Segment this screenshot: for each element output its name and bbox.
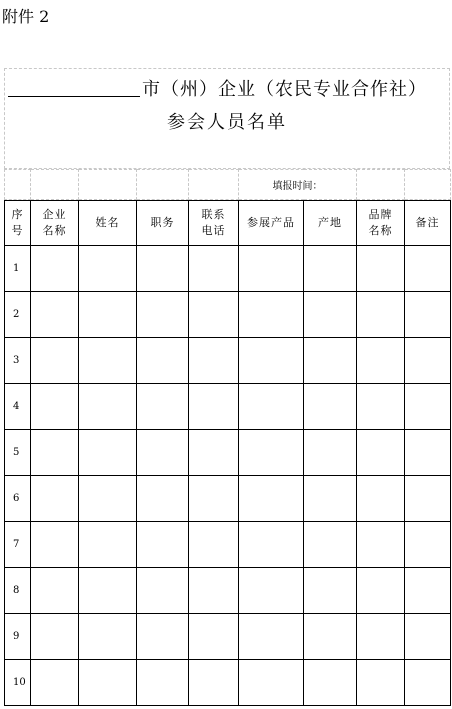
entry-cell[interactable]	[304, 430, 357, 476]
table-row	[5, 430, 451, 476]
attachment-label: 附件 2	[2, 7, 50, 26]
entry-cell[interactable]	[357, 568, 405, 614]
row-number: 9	[5, 614, 31, 660]
entry-cell[interactable]	[405, 660, 451, 706]
entry-cell[interactable]	[239, 476, 304, 522]
entry-cell[interactable]	[405, 430, 451, 476]
entry-cell[interactable]	[189, 660, 239, 706]
entry-cell[interactable]	[304, 660, 357, 706]
fill-cell	[405, 170, 451, 200]
table-row	[5, 614, 451, 660]
entry-cell[interactable]	[189, 292, 239, 338]
entry-cell[interactable]	[137, 522, 189, 568]
header-position: 职务	[137, 201, 189, 246]
table-row	[5, 476, 451, 522]
entry-cell[interactable]	[304, 246, 357, 292]
entry-cell[interactable]	[137, 660, 189, 706]
entry-cell[interactable]	[357, 292, 405, 338]
entry-cell[interactable]	[31, 522, 79, 568]
entry-cell[interactable]	[239, 430, 304, 476]
table-row	[5, 338, 451, 384]
row-number: 7	[5, 522, 31, 568]
row-number: 10	[5, 660, 31, 706]
entry-cell[interactable]	[137, 614, 189, 660]
entry-cell[interactable]	[239, 660, 304, 706]
entry-cell[interactable]	[31, 614, 79, 660]
entry-cell[interactable]	[357, 476, 405, 522]
entry-cell[interactable]	[79, 522, 137, 568]
entry-cell[interactable]	[31, 292, 79, 338]
table-row	[5, 660, 451, 706]
entry-cell[interactable]	[405, 338, 451, 384]
entry-cell[interactable]	[79, 384, 137, 430]
entry-cell[interactable]	[189, 614, 239, 660]
header-company: 企业 名称	[31, 201, 79, 246]
entry-cell[interactable]	[405, 614, 451, 660]
entry-cell[interactable]	[137, 384, 189, 430]
entry-cell[interactable]	[304, 522, 357, 568]
entry-cell[interactable]	[79, 660, 137, 706]
header-brand: 品牌 名称	[357, 201, 405, 246]
entry-cell[interactable]	[405, 568, 451, 614]
header-phone: 联系 电话	[189, 201, 239, 246]
table-header-row	[5, 201, 451, 246]
entry-cell[interactable]	[79, 476, 137, 522]
entry-cell[interactable]	[31, 568, 79, 614]
header-name: 姓名	[79, 201, 137, 246]
entry-cell[interactable]	[357, 614, 405, 660]
entry-cell[interactable]	[357, 338, 405, 384]
entry-cell[interactable]	[357, 384, 405, 430]
entry-cell[interactable]	[79, 568, 137, 614]
fill-cell	[31, 170, 79, 200]
entry-cell[interactable]	[239, 246, 304, 292]
entry-cell[interactable]	[79, 430, 137, 476]
entry-cell[interactable]	[304, 568, 357, 614]
entry-cell[interactable]	[189, 568, 239, 614]
table-row	[5, 568, 451, 614]
entry-cell[interactable]	[239, 384, 304, 430]
row-number: 2	[5, 292, 31, 338]
header-product: 参展产品	[239, 201, 304, 246]
entry-cell[interactable]	[239, 614, 304, 660]
entry-cell[interactable]	[31, 660, 79, 706]
entry-cell[interactable]	[405, 246, 451, 292]
row-number: 6	[5, 476, 31, 522]
entry-cell[interactable]	[405, 292, 451, 338]
entry-cell[interactable]	[31, 384, 79, 430]
attendee-table	[4, 200, 451, 706]
fill-cell	[5, 170, 31, 200]
entry-cell[interactable]	[31, 246, 79, 292]
entry-cell[interactable]	[79, 338, 137, 384]
entry-cell[interactable]	[189, 476, 239, 522]
header-seq: 序 号	[5, 201, 31, 246]
title-line-2: 参会人员名单	[167, 112, 287, 133]
entry-cell[interactable]	[357, 430, 405, 476]
entry-cell[interactable]	[79, 614, 137, 660]
entry-cell[interactable]	[31, 430, 79, 476]
entry-cell[interactable]	[239, 568, 304, 614]
table-row	[5, 522, 451, 568]
fill-cell	[357, 170, 405, 200]
fill-cell	[79, 170, 137, 200]
entry-cell[interactable]	[137, 476, 189, 522]
entry-cell[interactable]	[357, 246, 405, 292]
table-row	[5, 292, 451, 338]
entry-cell[interactable]	[137, 292, 189, 338]
entry-cell[interactable]	[304, 338, 357, 384]
entry-cell[interactable]	[357, 522, 405, 568]
entry-cell[interactable]	[189, 384, 239, 430]
entry-cell[interactable]	[137, 338, 189, 384]
entry-cell[interactable]	[189, 430, 239, 476]
fill-date-label: 填报时间：	[239, 170, 357, 200]
entry-cell[interactable]	[304, 614, 357, 660]
entry-cell[interactable]	[405, 522, 451, 568]
entry-cell[interactable]	[189, 522, 239, 568]
entry-cell[interactable]	[31, 476, 79, 522]
table-row	[5, 384, 451, 430]
entry-cell[interactable]	[79, 246, 137, 292]
row-number: 1	[5, 246, 31, 292]
entry-cell[interactable]	[31, 338, 79, 384]
entry-cell[interactable]	[189, 246, 239, 292]
row-number: 4	[5, 384, 31, 430]
row-number: 5	[5, 430, 31, 476]
table-row	[5, 246, 451, 292]
entry-cell[interactable]	[405, 384, 451, 430]
entry-cell[interactable]	[137, 430, 189, 476]
entry-cell[interactable]	[239, 522, 304, 568]
entry-cell[interactable]	[405, 476, 451, 522]
entry-cell[interactable]	[357, 660, 405, 706]
entry-cell[interactable]	[239, 292, 304, 338]
row-number: 3	[5, 338, 31, 384]
fill-cell	[189, 170, 239, 200]
entry-cell[interactable]	[137, 246, 189, 292]
fill-date-row	[4, 169, 451, 200]
fill-cell	[137, 170, 189, 200]
entry-cell[interactable]	[189, 338, 239, 384]
entry-cell[interactable]	[304, 292, 357, 338]
header-origin: 产地	[304, 201, 357, 246]
city-blank-line	[8, 96, 140, 97]
row-number: 8	[5, 568, 31, 614]
title-line-1: 市（州）企业（农民专业合作社）	[142, 79, 427, 100]
entry-cell[interactable]	[137, 568, 189, 614]
entry-cell[interactable]	[304, 476, 357, 522]
header-remarks: 备注	[405, 201, 451, 246]
entry-cell[interactable]	[239, 338, 304, 384]
entry-cell[interactable]	[304, 384, 357, 430]
entry-cell[interactable]	[79, 292, 137, 338]
